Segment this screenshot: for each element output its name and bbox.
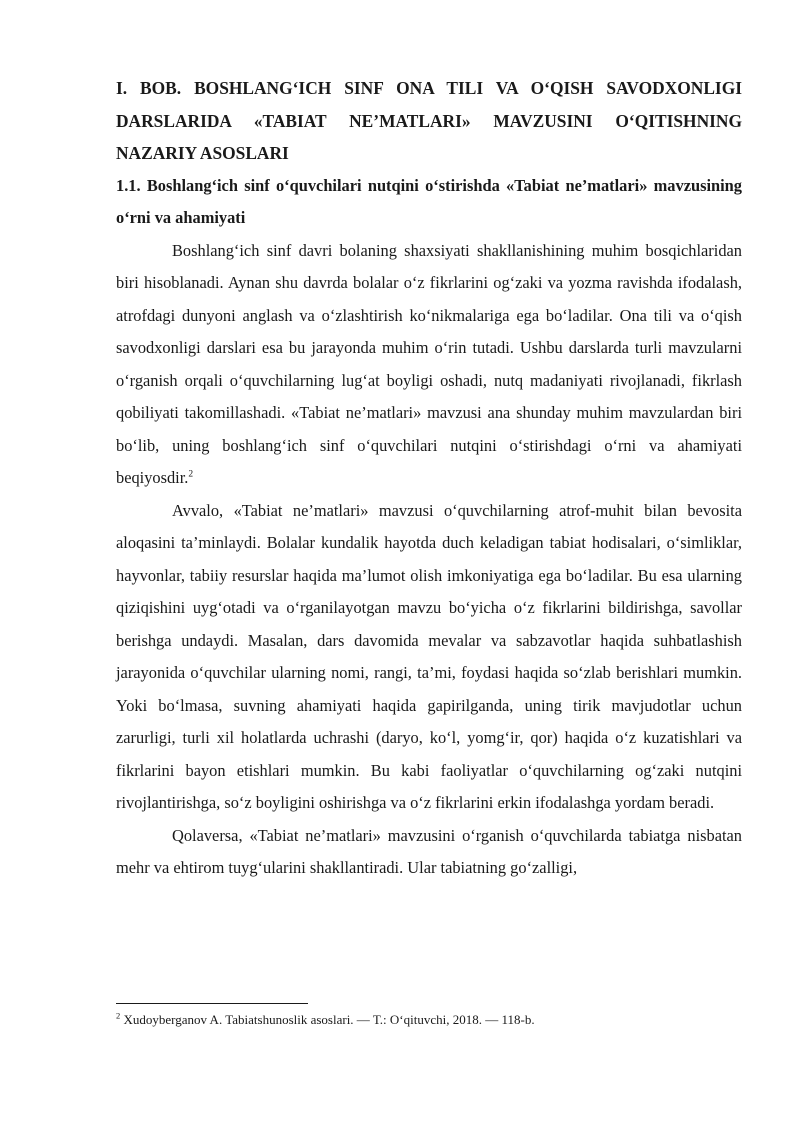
footnote-text: Xudoyberganov A. Tabiatshunoslik asoslari. — T.: O‘qituvchi, 2018. — 118-b. (123, 1012, 535, 1027)
chapter-title: I. BOB. BOSHLANG‘ICH SINF ONA TILI VA O‘QISH SAVODXONLIGI DARSLARIDA «TABIAT NE’MATLARI» MAVZUSINI O‘QITISHNING NAZARIY ASOSLARI (116, 78, 742, 163)
footnote (116, 1011, 742, 1029)
section-title: 1.1. Boshlang‘ich sinf o‘quvchilari nutqini o‘stirishda «Tabiat ne’matlari» mavzusining o‘rni va ahamiyati (116, 175, 742, 227)
paragraph-1-text: Boshlang‘ich sinf davri bolaning shaxsiyati shakllanishining muhim bosqichlaridan biri hisoblanadi. Aynan shu davrda bolalar o‘z fikrlarini og‘zaki va yozma ravishda ifodalash, atrofdagi dunyoni anglash va o‘zlashtirish ko‘nikmalariga ega bo‘ladilar. Ona tili va o‘qish savodxonligi darslari esa bu jarayonda muhim o‘rin tutadi. Ushbu darslarda turli mavzularni o‘rganish orqali o‘quvchilarning lug‘at boyligi oshadi, nutq madaniyati rivojlanadi, fikrlash qobiliyati takomillashadi. «Tabiat ne’matlari» mavzusi ana shunday muhim mavzulardan biri bo‘lib, uning boshlang‘ich sinf o‘quvchilari nutqini o‘stirishdagi o‘rni va ahamiyati beqiyosdir. (116, 240, 742, 487)
footnote-reference[interactable]: 2 (188, 469, 194, 480)
footnote-divider (116, 1003, 308, 1004)
paragraph-1 (116, 235, 742, 495)
paragraph-3: Qolaversa, «Tabiat ne’matlari» mavzusini o‘rganish o‘quvchilarda tabiatga nisbatan mehr va ehtirom tuyg‘ularini shakllantiradi. Ular tabiatning go‘zalligi, (116, 825, 742, 877)
document-page (116, 72, 742, 885)
paragraph-2: Avvalo, «Tabiat ne’matlari» mavzusi o‘quvchilarning atrof-muhit bilan bevosita aloqasini ta’minlaydi. Bolalar kundalik hayotda duch keladigan tabiat hodisalari, o‘simliklar, hayvonlar, tabiiy resurslar haqida ma’lumot olish imkoniyatiga ega bo‘ladilar. Bu esa ularning qiziqishini uyg‘otadi va o‘rganilayotgan mavzu bo‘yicha o‘z fikrlarini bildirishga, savollar berishga undaydi. Masalan, dars davomida mevalar va sabzavotlar haqida suhbatlashish jarayonida o‘quvchilar ularning nomi, rangi, ta’mi, foydasi haqida so‘zlab berishlari mumkin. Yoki bo‘lmasa, suvning ahamiyati haqida gapirilganda, uning tirik mavjudotlar uchun zarurligi, turli xil holatlarda uchrashi (daryo, ko‘l, yomg‘ir, qor) haqida o‘z kuzatishlari va fikrlarini bayon etishlari mumkin. Bu kabi faoliyatlar o‘quvchilarning og‘zaki nutqini rivojlantirishga, so‘z boyligini oshirishga va o‘z fikrlarini erkin ifodalashga yordam beradi. (116, 500, 742, 812)
footnote-marker: 2 (116, 1010, 121, 1021)
